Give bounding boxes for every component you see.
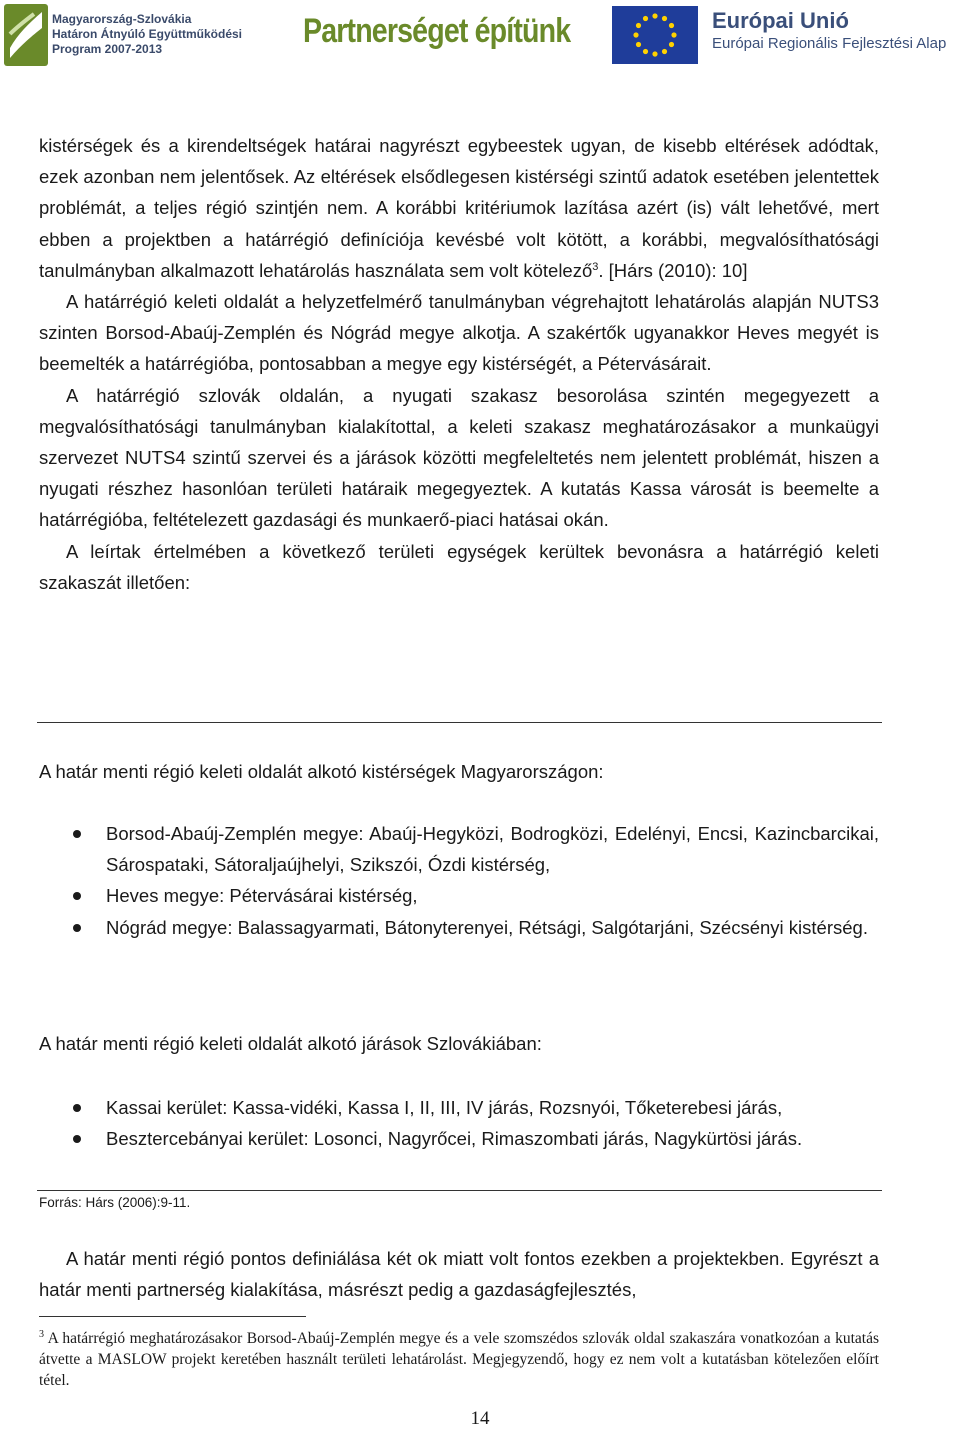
footnote-separator [39,1316,306,1317]
list-item: Nógrád megye: Balassagyarmati, Bátonyterenyei, Rétsági, Salgótarjáni, Szécsényi kistérség. [39,912,879,943]
hu-list [39,818,879,943]
program-line-3: Program 2007-2013 [52,42,163,56]
eu-logo-text [712,8,946,54]
main-text-top [39,130,879,598]
sk-heading: A határ menti régió keleti oldalát alkotó járások Szlovákiában: [39,1033,542,1054]
bullet-icon [73,924,81,932]
box-top-rule [37,722,882,723]
page-header [0,0,960,72]
source-note: Forrás: Hárs (2006):9-11. [39,1195,191,1210]
paragraph-3: A határrégió szlovák oldalán, a nyugati szakasz besorolása szintén megegyezett a megvalósíthatósági tanulmányban kialakítottal, a keleti szakasz meghatározásakor a munkaügyi szervezet NUTS4 szintű szervei és a járások közötti megfeleltetés nem jelentett problémát, hiszen a nyugati részhez hasonlóan területi határaik megegyeztek. A kutatás Kassa városát is beemelte a határrégióba, feltételezett gazdasági és munkaerő-piaci hatásai okán. [39,384,879,531]
program-logo-icon [4,4,48,66]
eu-flag-icon [612,6,698,64]
box-bottom-rule [37,1190,882,1191]
main-text-bottom [39,1243,879,1305]
page-number: 14 [470,1408,490,1429]
paragraph-5: A határ menti régió pontos definiálása két ok miatt volt fontos ezekben a projektekben. Egyrészt a határ menti partnerség kialakítása, másrészt pedig a gazdaságfejlesztés, [39,1248,879,1301]
program-logo [4,4,244,68]
footnote-number: 3 [39,1328,44,1340]
footnote: $^3$ A határrégió meghatározásakor Borsod-Abaúj-Zemplén megye és a vele szomszédos szlovák oldal szakaszára vonatkozóan a kutatás átvette a MASLOW projekt keretében használt területi lehatárolást. Megjegyzendő, hogy ez nem volt a kutatásban kötelezően előírt tétel. [39,1328,879,1389]
program-line-1: Magyarország-Szlovákia [52,12,192,26]
paragraph-4: A leírtak értelmében a következő területi egységek kerültek bevonásra a határrégió keleti szakaszát illetően: [39,540,879,593]
eu-subtitle: Európai Regionális Fejlesztési Alap [712,35,947,52]
list-item: Heves megye: Pétervásárai kistérség, [39,880,879,911]
bullet-icon [73,1135,81,1143]
footnote-ref: 3 [592,260,599,273]
paragraph-2: A határrégió keleti oldalát a helyzetfelmérő tanulmányban végrehajtott lehatárolás alapján NUTS3 szinten Borsod-Abaúj-Zemplén és Nógrád megye alkotja. A szakértők ugyanakkor Heves megyét is beemelték a határrégióba, pontosabban a megye egy kistérségét, a Pétervásárait. [39,291,879,375]
program-line-2: Határon Átnyúló Együttműködési [52,27,243,41]
bullet-icon [73,830,81,838]
list-item: Kassai kerület: Kassa-vidéki, Kassa I, II, III, IV járás, Rozsnyói, Tőketerebesi járás, [39,1092,879,1123]
paragraph-1: kistérségek és a kirendeltségek határai nagyrészt egybeestek ugyan, de kisebb eltérések adódtak, ezek azonban nem jelentősek. Az eltérések elsődlegesen kistérségi szintű adatok esetében jelentettek problémát, a teljes régió szintjén nem. A korábbi kritériumok lazítása azért (is) vált lehetővé, mert ebben a projektben a határrégió definíciója kevésbé volt kötött, a korábbi, megvalósíthatósági tanulmányban alkalmazott lehatárolás használata sem volt kötelező$^3$. [Hárs (2010): 10] [39,135,879,281]
sk-list [39,1092,879,1154]
bullet-icon [73,1104,81,1112]
bullet-icon [73,892,81,900]
list-item: Besztercebányai kerület: Losonci, Nagyrőcei, Rimaszombati járás, Nagykürtösi járás. [39,1123,879,1154]
hu-heading: A határ menti régió keleti oldalát alkotó kistérségek Magyarországon: [39,761,604,782]
slogan: Partnerséget építünk [303,12,571,50]
eu-title: Európai Unió [712,8,849,33]
list-item: Borsod-Abaúj-Zemplén megye: Abaúj-Hegyközi, Bodrogközi, Edelényi, Encsi, Kazincbarcikai, Sárospataki, Sátoraljaújhelyi, Szikszói, Ózdi kistérség, [39,818,879,880]
